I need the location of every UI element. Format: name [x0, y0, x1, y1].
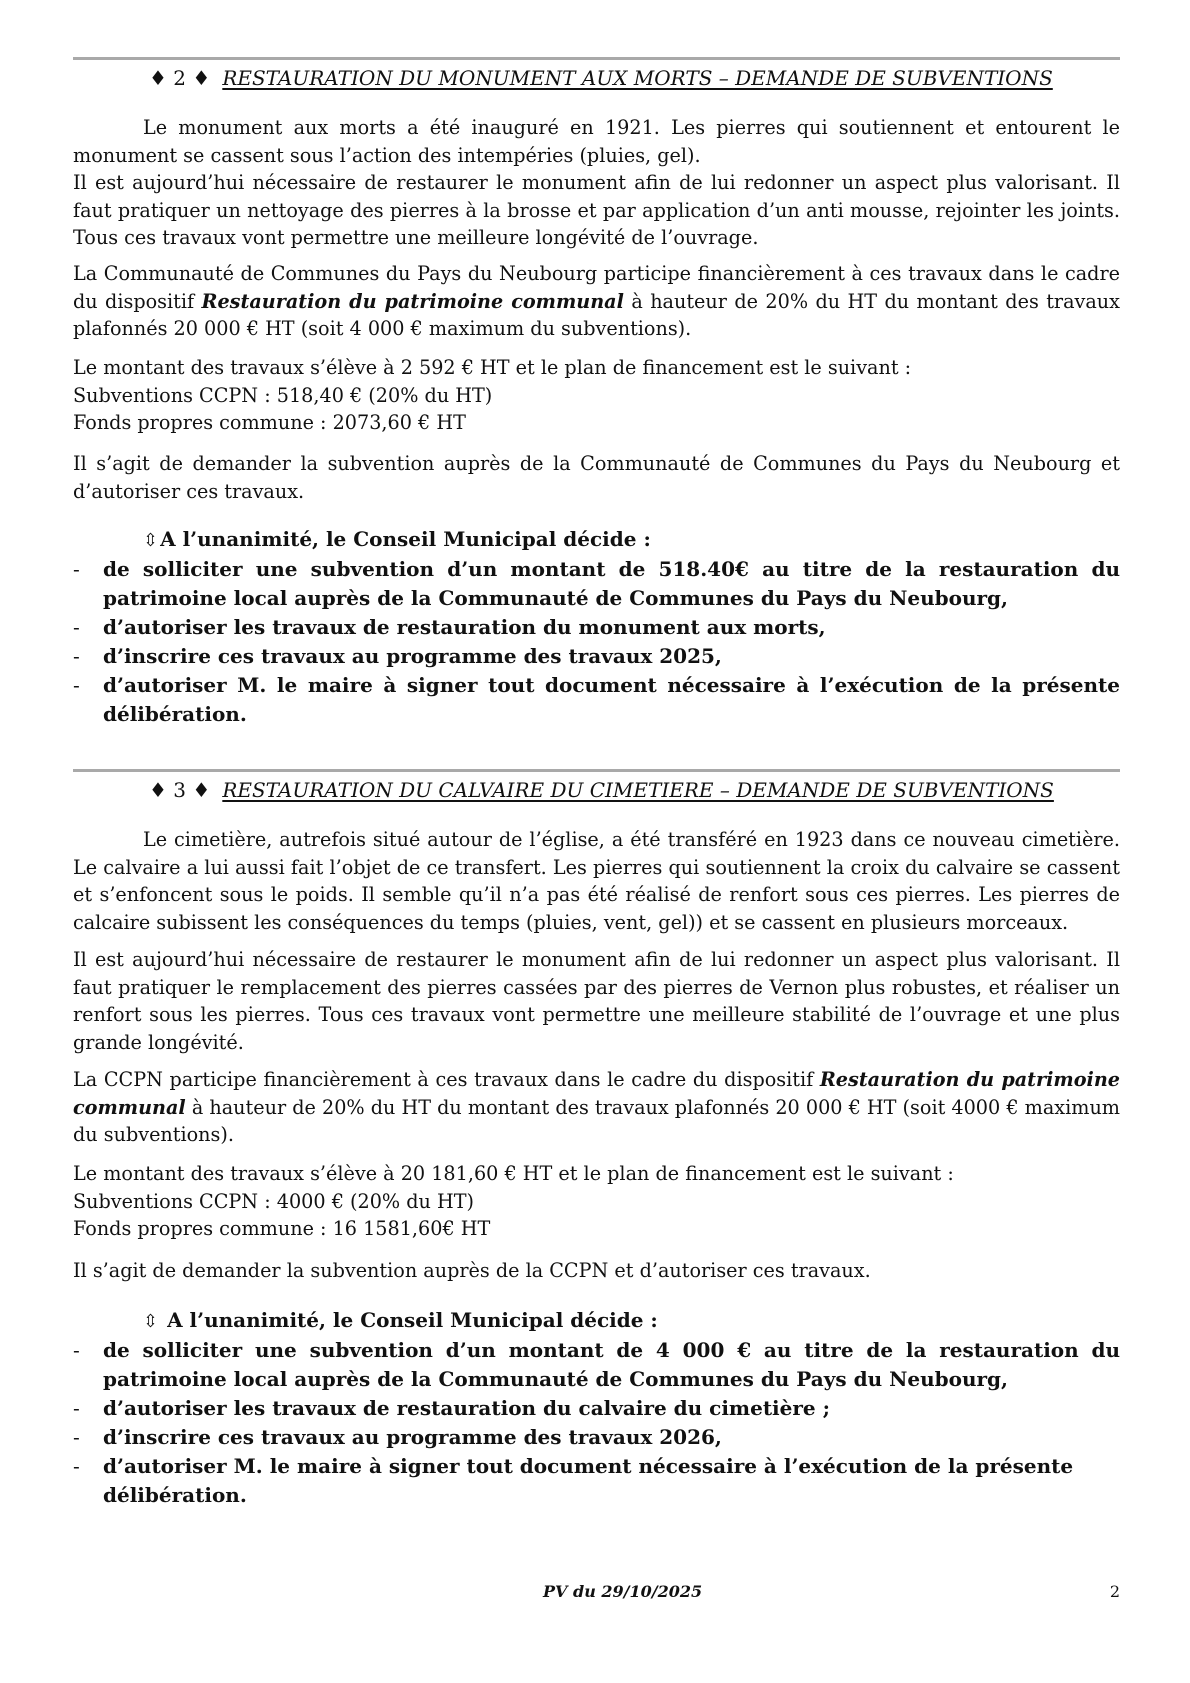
decision-item: - d’autoriser les travaux de restauration du monument aux morts, — [73, 613, 1120, 642]
section-divider — [73, 57, 1120, 60]
dash-icon: - — [73, 644, 80, 668]
dash-icon: - — [73, 1338, 80, 1362]
section-divider — [73, 769, 1120, 772]
arrow-icon: ⇳ — [143, 530, 159, 551]
dash-icon: - — [73, 1454, 80, 1478]
council-decision — [73, 1306, 1120, 1510]
financing-line: Le montant des travaux s’élève à 20 181,60 € HT et le plan de financement est le suivant : — [73, 1162, 954, 1185]
decision-item: - d’autoriser les travaux de restauration du calvaire du cimetière ; — [73, 1394, 1120, 1423]
section-title: RESTAURATION DU CALVAIRE DU CIMETIERE – DEMANDE DE SUBVENTIONS — [222, 778, 1054, 802]
decision-item: - d’autoriser M. le maire à signer tout document nécessaire à l’exécution de la présente délibération. — [73, 673, 1120, 726]
footer-label: PV du 29/10/2025 — [543, 1582, 703, 1601]
decision-item: - de solliciter une subvention d’un montant de 4 000 € au titre de la restauration du patrimoine local auprès de la Communauté de Communes du Pays du Neubourg, — [73, 1338, 1120, 1391]
financing-line: Subventions CCPN : 4000 € (20% du HT) — [73, 1189, 474, 1213]
council-decision — [73, 525, 1120, 729]
section-title: RESTAURATION DU MONUMENT AUX MORTS – DEMANDE DE SUBVENTIONS — [222, 66, 1053, 90]
paragraph: Le monument aux morts a été inauguré en 1921. Les pierres qui soutiennent et entourent le monument se cassent sous l’action des intempéries (pluies, gel). Il est aujourd’hui nécessaire de restaurer le monument afin de lui redonner un aspect plus valorisant. Il faut pratiquer un nettoyage des pierres à la brosse et par application d’un anti mousse, rejointer les joints. Tous ces travaux vont permettre une meilleure longévité de l’ouvrage. — [73, 116, 1120, 249]
section-number: ♦ 3 ♦ — [149, 778, 211, 802]
decision-lead: A l’unanimité, le Conseil Municipal décide : — [160, 527, 651, 551]
decision-item: - d’inscrire ces travaux au programme des travaux 2025, — [73, 642, 1120, 671]
paragraph: La CCPN participe financièrement à ces travaux dans le cadre du dispositif Restauration du patrimoine communal à hauteur de 20% du HT du montant des travaux plafonnés 20 000 € HT (soit 4000 € maximum du subventions). — [73, 1068, 1120, 1146]
page-number: 2 — [1109, 1582, 1120, 1601]
dash-icon: - — [73, 557, 80, 581]
dash-icon: - — [73, 1396, 80, 1420]
dash-icon: - — [73, 673, 80, 697]
paragraph: Le cimetière, autrefois situé autour de l’église, a été transféré en 1923 dans ce nouveau cimetière. Le calvaire a lui aussi fait l’objet de ce transfert. Les pierres qui soutiennent la croix du calvaire se cassent et s’enfoncent sous le poids. Il semble qu’il n’a pas été réalisé de renfort sous ces pierres. Les pierres de calcaire subissent les conséquences du temps (pluies, vent, gel)) et se cassent en plusieurs morceaux. — [73, 828, 1120, 934]
financing-plan — [73, 354, 911, 437]
financing-line: Fonds propres commune : 2073,60 € HT — [73, 411, 466, 434]
financing-plan — [73, 1160, 954, 1243]
paragraph: La Communauté de Communes du Pays du Neubourg participe financièrement à ces travaux dans le cadre du dispositif Restauration du patrimoine communal à hauteur de 20% du HT du montant des travaux plafonnés 20 000 € HT (soit 4 000 € maximum du subventions). — [73, 262, 1120, 340]
section-heading — [149, 66, 1053, 90]
financing-line: Subventions CCPN : 518,40 € (20% du HT) — [73, 383, 493, 407]
financing-line: Le montant des travaux s’élève à 2 592 € HT et le plan de financement est le suivant : — [73, 356, 912, 379]
decision-item: - de solliciter une subvention d’un montant de 518.40€ au titre de la restauration du patrimoine local auprès de la Communauté de Communes du Pays du Neubourg, — [73, 557, 1120, 610]
dash-icon: - — [73, 615, 80, 639]
decision-lead: A l’unanimité, le Conseil Municipal décide : — [167, 1308, 658, 1332]
paragraph: Il s’agit de demander la subvention auprès de la CCPN et d’autoriser ces travaux. — [73, 1259, 871, 1282]
section-heading — [149, 778, 1054, 802]
dash-icon: - — [73, 1425, 80, 1449]
decision-item: - d’autoriser M. le maire à signer tout document nécessaire à l’exécution de la présente délibération. — [73, 1454, 1074, 1507]
arrow-icon: ⇳ — [143, 1311, 159, 1332]
paragraph: Il s’agit de demander la subvention auprès de la Communauté de Communes du Pays du Neubourg et d’autoriser ces travaux. — [73, 452, 1120, 503]
financing-line: Fonds propres commune : 16 1581,60€ HT — [73, 1217, 491, 1240]
decision-item: - d’inscrire ces travaux au programme des travaux 2026, — [73, 1423, 1120, 1452]
section-number: ♦ 2 ♦ — [149, 66, 211, 90]
paragraph: Il est aujourd’hui nécessaire de restaurer le monument afin de lui redonner un aspect plus valorisant. Il faut pratiquer le remplacement des pierres cassées par des pierres de Vernon plus robustes, et réaliser un renfort sous les pierres. Tous ces travaux vont permettre une meilleure stabilité de l’ouvrage et une plus grande longévité. — [73, 948, 1120, 1054]
